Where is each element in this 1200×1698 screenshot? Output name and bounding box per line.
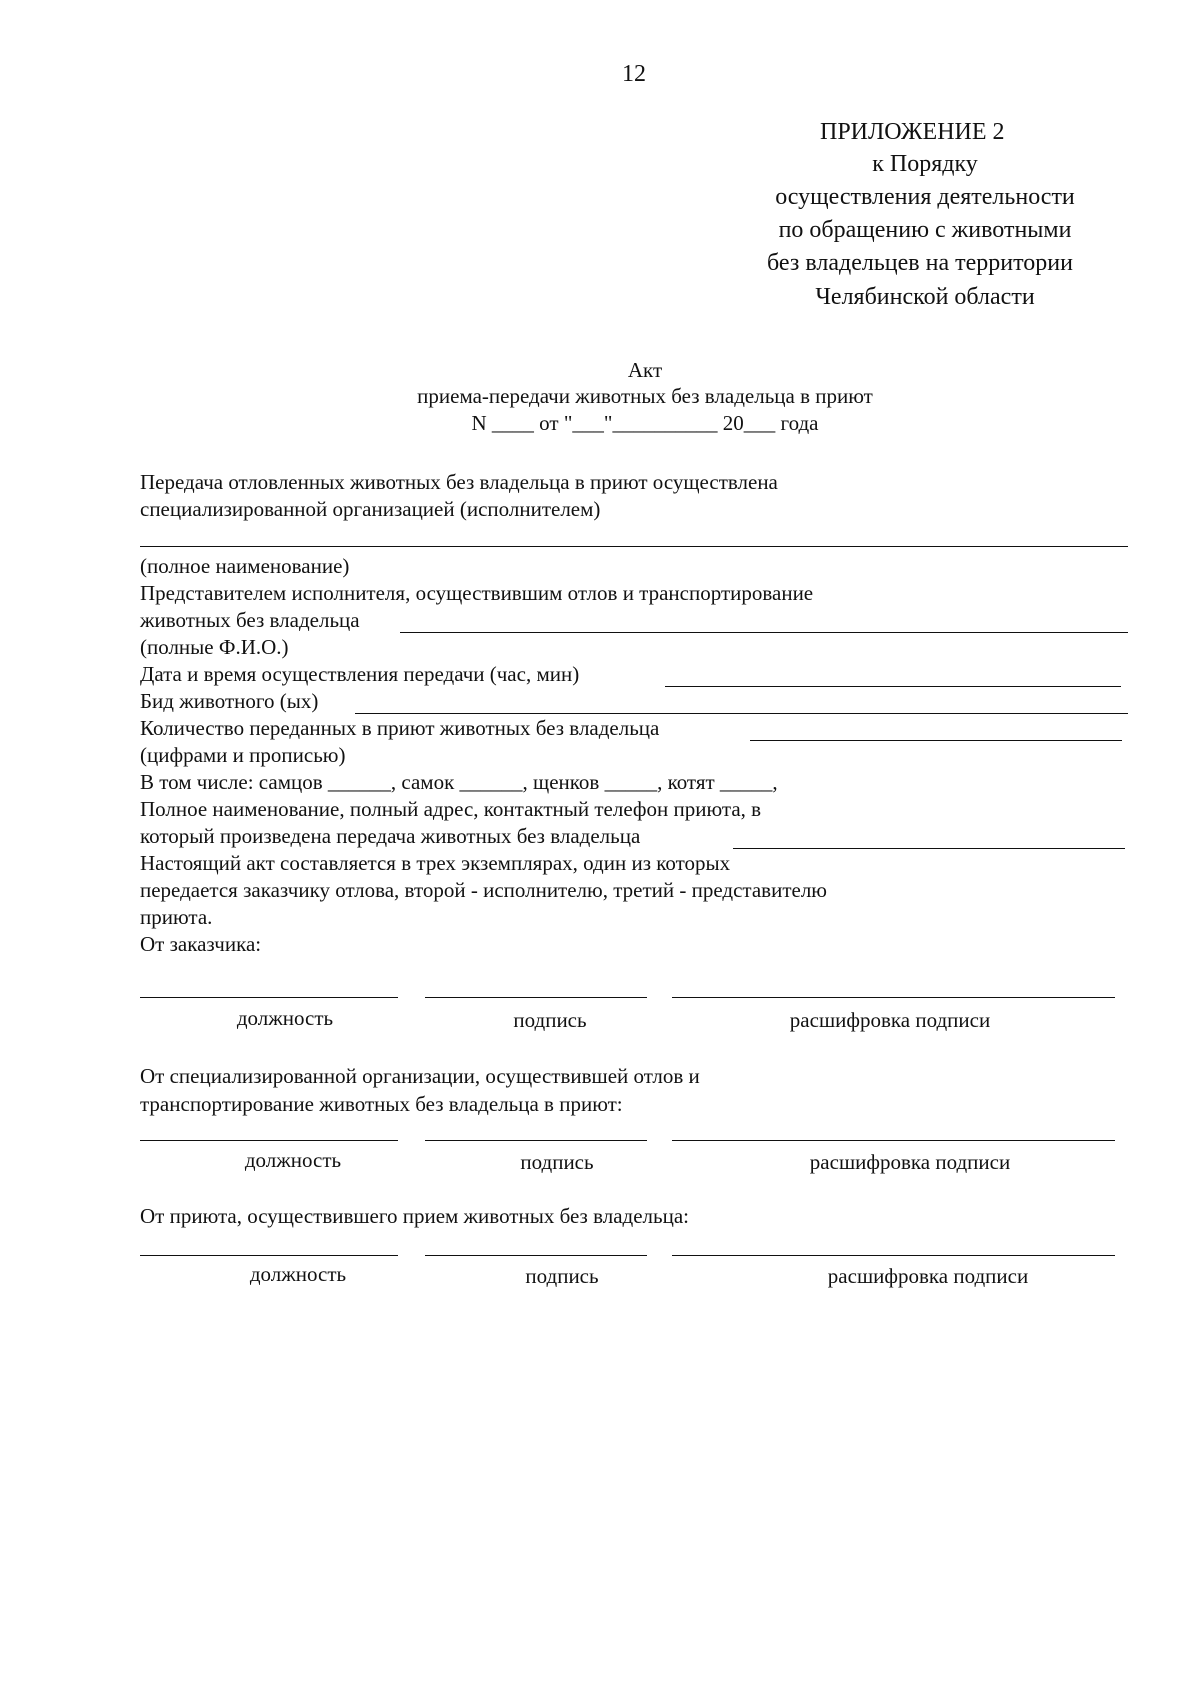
representative-text: Представителем исполнителя, осуществившим отлов и транспортирование — [140, 581, 814, 605]
label-signature: подпись — [520, 1150, 594, 1174]
date-time-line — [665, 686, 1121, 687]
from-customer-label: От заказчика: — [140, 932, 262, 956]
from-org-text: От специализированной организации, осуществившей отлов и — [140, 1064, 700, 1088]
label-decoding: расшифровка подписи — [827, 1264, 1029, 1288]
quantity-label: Количество переданных в приют животных без владельца — [140, 716, 660, 740]
appendix-line: осуществления деятельности — [775, 184, 1075, 210]
appendix-line: по обращению с животными — [778, 217, 1072, 243]
representative-text: животных без владельца — [140, 608, 360, 632]
label-signature: подпись — [513, 1008, 587, 1032]
signature-line-position — [140, 1140, 398, 1141]
appendix-title: ПРИЛОЖЕНИЕ 2 — [820, 119, 1005, 145]
transfer-text: Передача отловленных животных без владельца в приют осуществлена — [140, 470, 778, 494]
signature-line-signature — [425, 1140, 647, 1141]
signature-line-decoding — [672, 997, 1115, 998]
act-title: Акт — [627, 358, 663, 382]
shelter-text: который произведена передача животных без владельца — [140, 824, 641, 848]
signature-line-signature — [425, 1255, 647, 1256]
quantity-line — [750, 740, 1122, 741]
quantity-hint: (цифрами и прописью) — [140, 743, 346, 767]
appendix-line: Челябинской области — [815, 284, 1035, 310]
appendix-line: к Порядку — [872, 151, 978, 177]
fio-hint: (полные Ф.И.О.) — [140, 635, 289, 659]
full-name-hint: (полное наименование) — [140, 554, 350, 578]
act-subtitle: приема-передачи животных без владельца в приют — [417, 384, 873, 408]
signature-line-signature — [425, 997, 647, 998]
label-position: должность — [249, 1262, 347, 1286]
signature-line-decoding — [672, 1140, 1115, 1141]
from-shelter-text: От приюта, осуществившего прием животных без владельца: — [140, 1204, 689, 1228]
copies-text: Настоящий акт составляется в трех экземплярах, один из которых — [140, 851, 731, 875]
transfer-text: специализированной организацией (исполнителем) — [140, 497, 601, 521]
from-org-text: транспортирование животных без владельца в приют: — [140, 1092, 623, 1116]
signature-line-position — [140, 1255, 398, 1256]
representative-line — [400, 632, 1128, 633]
act-number-line: N ____ от "___"__________ 20___ года — [471, 411, 819, 435]
shelter-text: Полное наименование, полный адрес, контактный телефон приюта, в — [140, 797, 762, 821]
animal-type-line — [355, 713, 1128, 714]
label-decoding: расшифровка подписи — [789, 1008, 991, 1032]
including-line: В том числе: самцов ______, самок ______, щенков _____, котят _____, — [140, 770, 778, 794]
date-time-label: Дата и время осуществления передачи (час, мин) — [140, 662, 580, 686]
copies-text: приюта. — [140, 905, 213, 929]
page-number: 12 — [622, 61, 646, 87]
full-name-line — [140, 546, 1128, 547]
appendix-line: без владельцев на территории — [767, 250, 1073, 276]
shelter-line — [733, 848, 1125, 849]
label-position: должность — [244, 1148, 342, 1172]
signature-line-decoding — [672, 1255, 1115, 1256]
label-signature: подпись — [525, 1264, 599, 1288]
copies-text: передается заказчику отлова, второй - исполнителю, третий - представителю — [140, 878, 827, 902]
signature-line-position — [140, 997, 398, 998]
label-decoding: расшифровка подписи — [809, 1150, 1011, 1174]
animal-type-label: Бид животного (ых) — [140, 689, 319, 713]
label-position: должность — [236, 1006, 334, 1030]
